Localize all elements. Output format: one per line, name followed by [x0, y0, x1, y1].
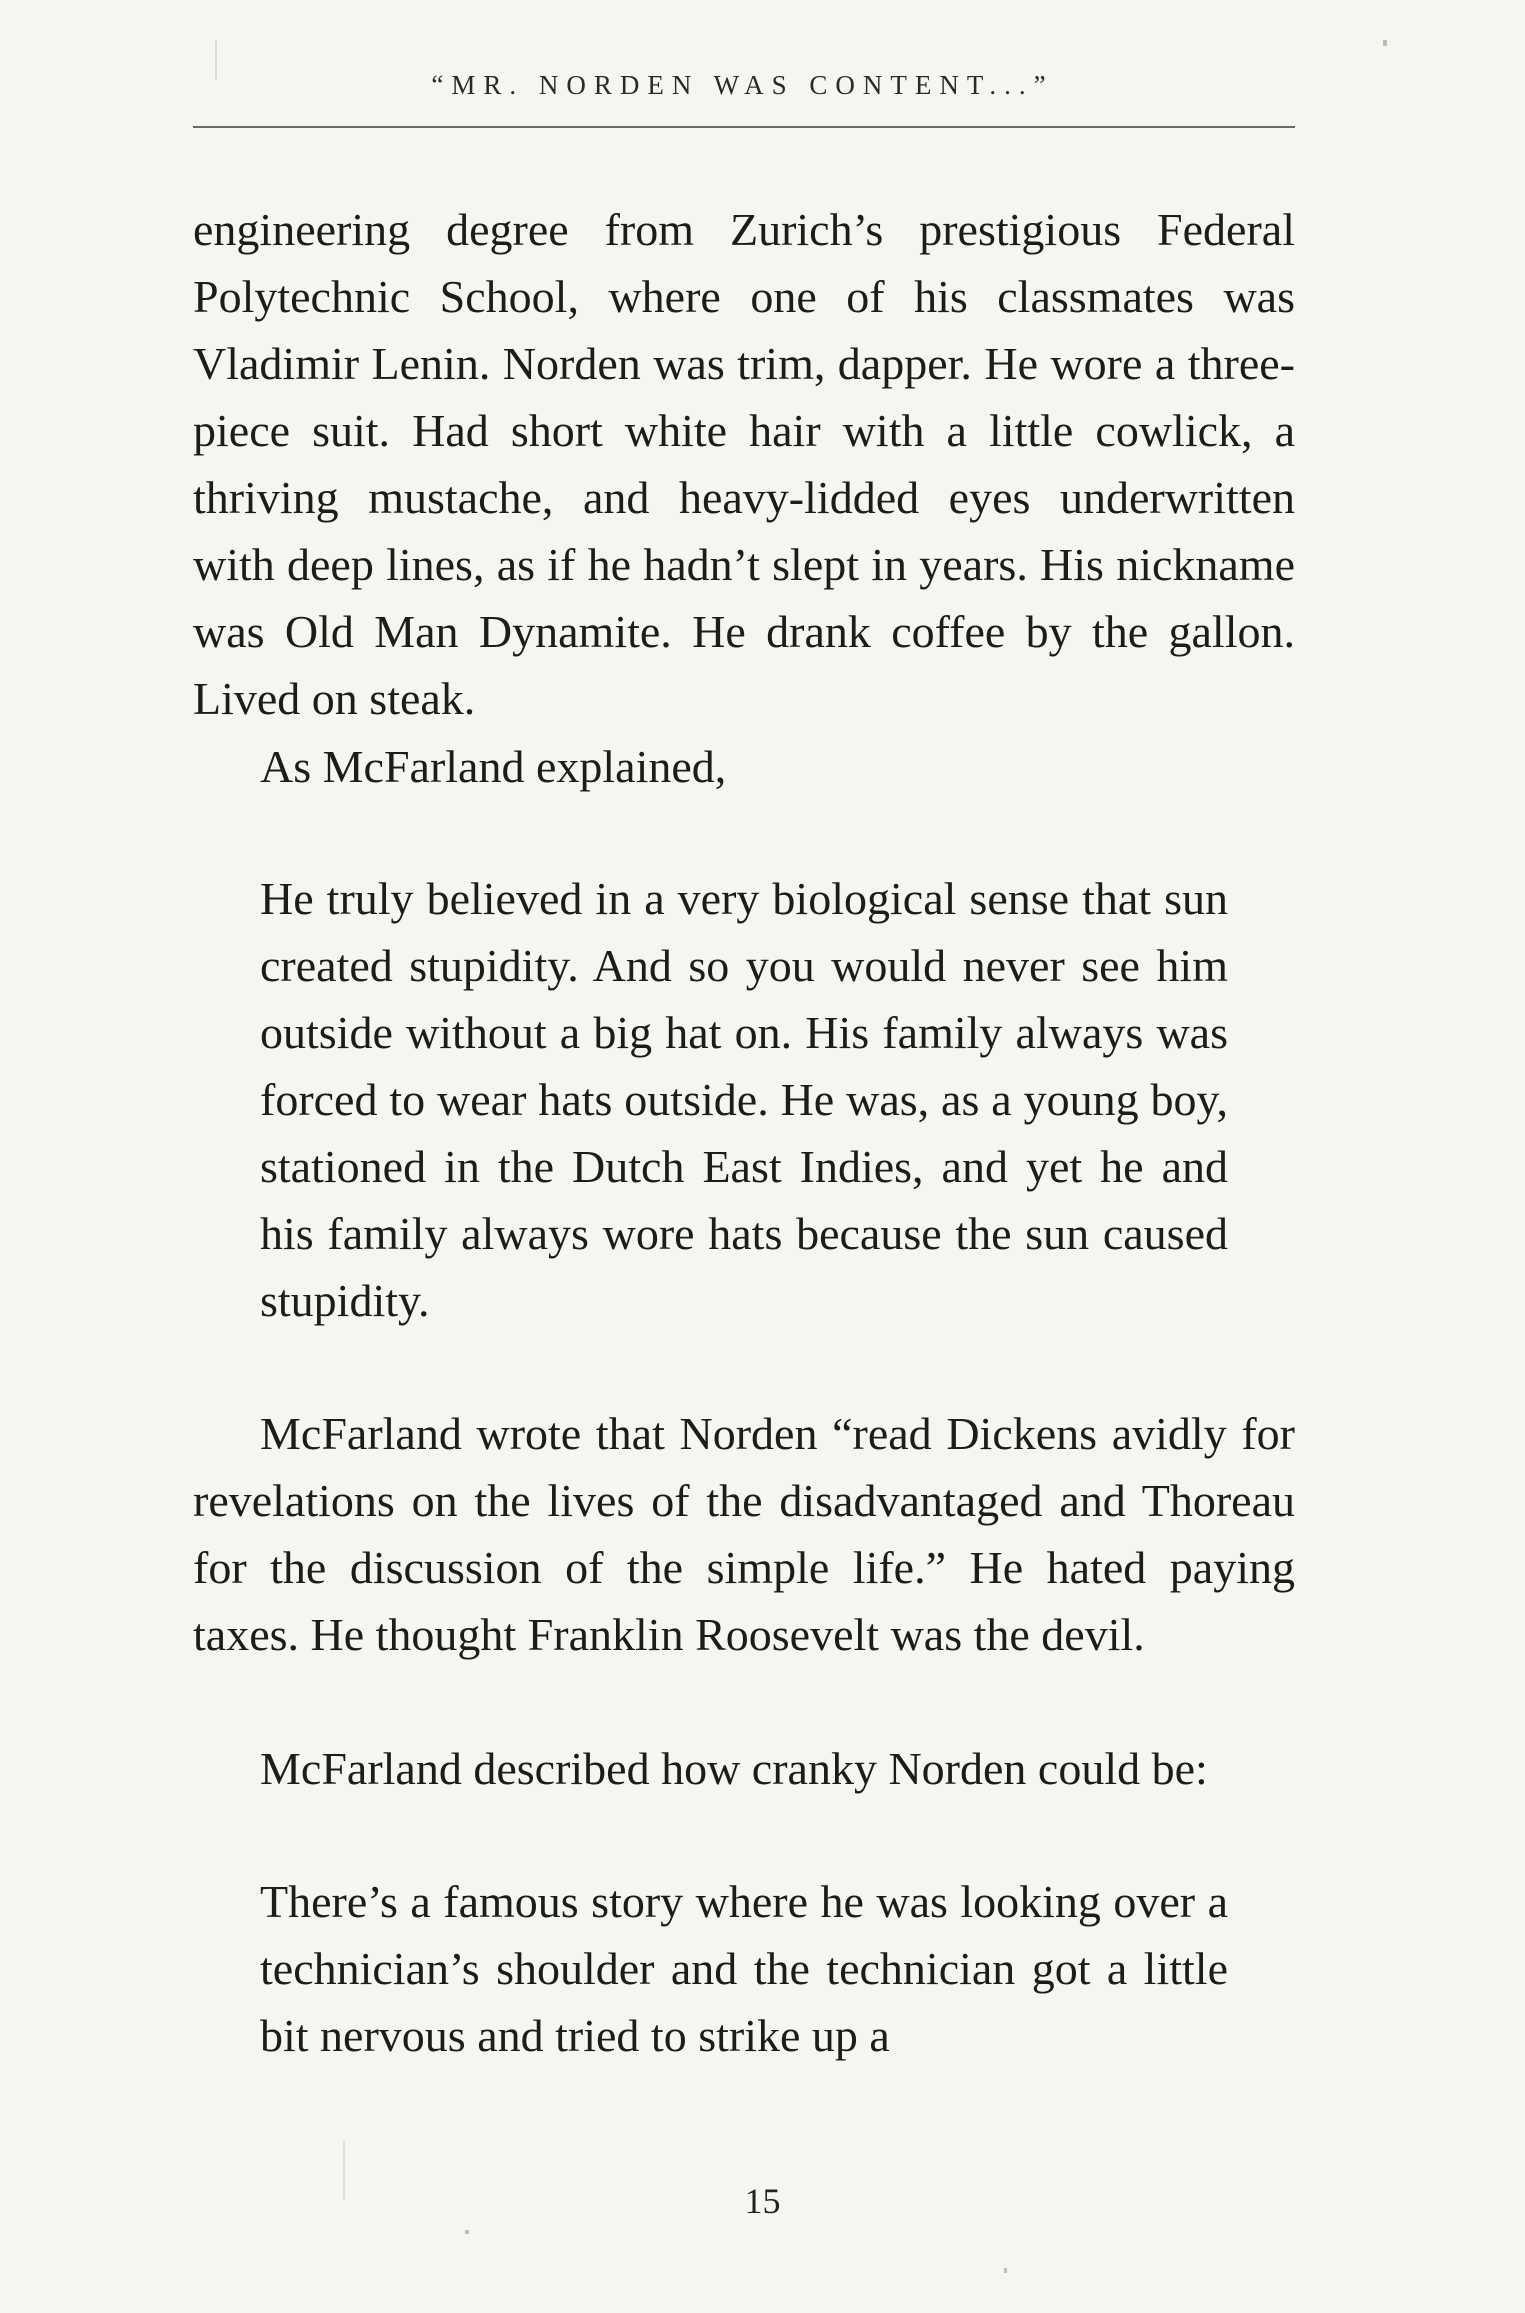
scan-speck	[465, 2230, 469, 2234]
running-head: “MR. NORDEN WAS CONTENT...”	[431, 70, 1054, 100]
header-rule	[193, 126, 1295, 128]
paragraph-cranky: McFarland described how cranky Norden could be:	[260, 1743, 1208, 1794]
block-quote-sun-stupidity: He truly believed in a very biological sense that sun created stupidity. And so you would never see him outside without a big hat on. His family always was forced to wear hats outside. He was, as a young boy, stationed in the Dutch East Indies, and yet he and his family always wore hats because the sun caused stupidity.	[260, 873, 1228, 1326]
scan-speck	[1383, 40, 1387, 46]
page-number: 15	[744, 2181, 781, 2221]
paragraph-reading-habits: McFarland wrote that Norden “read Dickens avidly for revelations on the lives of the disadvantaged and Thoreau for the discussion of the simple life.” He hated paying taxes. He thought Franklin Roosevelt was the devil.	[193, 1408, 1295, 1660]
scan-mark	[343, 2140, 345, 2200]
scan-speck	[1004, 2268, 1007, 2273]
block-quote-technician-story: There’s a famous story where he was looking over a technician’s shoulder and the technician got a little bit nervous and tried to strike up a	[260, 1876, 1228, 2061]
paragraph-mcfarland-explained: As McFarland explained,	[260, 741, 727, 792]
scan-mark	[215, 40, 217, 80]
paragraph-norden-description: engineering degree from Zurich’s prestigious Federal Polytechnic School, where one of his classmates was Vladimir Lenin. Norden was trim, dapper. He wore a three-piece suit. Had short white hair with a little cowlick, a thriving mustache, and heavy-lidded eyes underwritten with deep lines, as if he hadn’t slept in years. His nickname was Old Man Dynamite. He drank coffee by the gallon. Lived on steak.	[193, 204, 1295, 724]
paragraph-cranky-wrap	[193, 1735, 1295, 1802]
paragraph-reading-habits-wrap	[193, 1400, 1295, 1668]
paragraph-intro-quote	[193, 733, 1295, 800]
paragraph-continuation	[193, 196, 1295, 732]
